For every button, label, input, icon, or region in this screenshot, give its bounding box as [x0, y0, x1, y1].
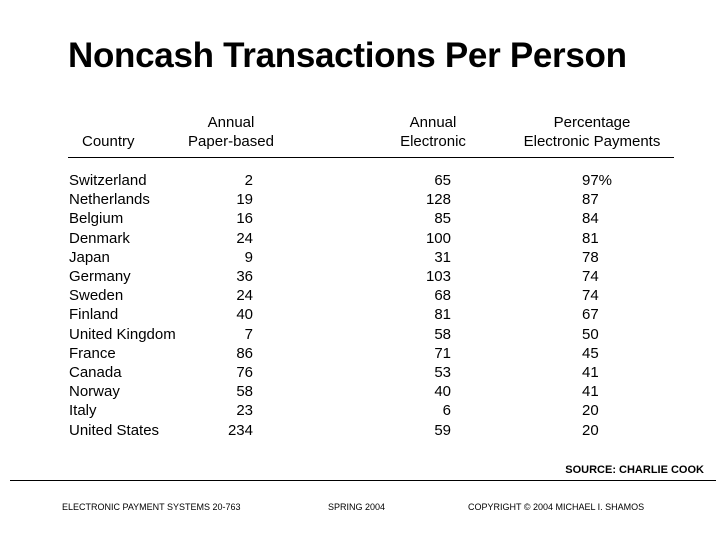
percentage-cell: 74 — [582, 268, 599, 286]
percentage-cell: 45 — [582, 344, 599, 362]
electronic-cell: 68 — [434, 287, 451, 305]
percentage-cell: 87 — [582, 191, 599, 209]
country-cell: Finland — [69, 306, 119, 324]
paper-based-cell: 19 — [236, 191, 253, 209]
footer-copyright: COPYRIGHT © 2004 MICHAEL I. SHAMOS — [468, 502, 645, 512]
percentage-cell: 41 — [582, 364, 599, 382]
country-cell: Sweden — [69, 287, 124, 305]
country-cell: France — [69, 344, 116, 362]
paper-based-cell: 23 — [236, 402, 253, 420]
country-cell: Netherlands — [69, 191, 150, 209]
electronic-cell: 58 — [434, 325, 451, 343]
paper-based-cell: 7 — [244, 325, 253, 343]
percentage-cell: 74 — [582, 287, 599, 305]
header-country — [82, 132, 135, 151]
header-divider — [68, 157, 674, 158]
electronic-cell: 85 — [434, 210, 451, 228]
country-cell: Switzerland — [69, 172, 147, 189]
country-cell: Denmark — [69, 229, 130, 247]
header-percent-line2: Electronic Payments — [523, 133, 661, 150]
paper-based-column — [200, 171, 253, 440]
paper-based-cell: 24 — [236, 287, 253, 305]
electronic-cell: 40 — [434, 383, 451, 401]
country-cell: Canada — [69, 364, 122, 382]
electronic-cell: 31 — [434, 248, 451, 266]
country-cell: Japan — [69, 248, 110, 266]
percentage-cell: 84 — [582, 210, 599, 228]
country-cell: United Kingdom — [69, 325, 176, 343]
paper-based-cell: 36 — [236, 268, 253, 286]
country-cell: Norway — [69, 383, 120, 401]
electronic-cell: 6 — [442, 402, 451, 420]
source-note: SOURCE: CHARLIE COOK — [565, 464, 704, 476]
electronic-cell: 100 — [425, 229, 451, 247]
paper-based-cell: 2 — [244, 172, 253, 189]
footer-term: SPRING 2004 — [328, 502, 386, 512]
percentage-cell: 50 — [582, 325, 599, 343]
country-cell: Italy — [69, 402, 97, 420]
header-paper-based — [172, 113, 290, 151]
header-paper-line2: Paper-based — [188, 133, 274, 150]
paper-based-cell: 24 — [236, 229, 253, 247]
electronic-cell: 65 — [434, 172, 451, 189]
electronic-cell: 53 — [434, 364, 451, 382]
percentage-column — [582, 171, 612, 440]
percentage-cell: 67 — [582, 306, 599, 324]
electronic-column — [400, 171, 451, 440]
header-electronic-line1: Annual — [409, 114, 457, 131]
country-cell: United States — [69, 421, 160, 439]
electronic-cell: 103 — [425, 268, 451, 286]
footer-divider — [10, 480, 716, 481]
percentage-cell: 20 — [582, 402, 599, 420]
electronic-cell: 128 — [425, 191, 451, 209]
country-column — [69, 171, 176, 440]
footer-course: ELECTRONIC PAYMENT SYSTEMS 20-763 — [62, 502, 241, 512]
percentage-cell: 81 — [582, 229, 599, 247]
header-country-label: Country — [82, 133, 135, 150]
percentage-cell: 20 — [582, 421, 599, 439]
paper-based-cell: 86 — [236, 344, 253, 362]
paper-based-cell: 76 — [236, 364, 253, 382]
electronic-cell: 59 — [434, 421, 451, 439]
percentage-cell: 41 — [582, 383, 599, 401]
percentage-cell: 78 — [582, 248, 599, 266]
country-cell: Germany — [69, 268, 131, 286]
header-percent-line1: Percentage — [553, 114, 631, 131]
electronic-cell: 71 — [434, 344, 451, 362]
country-cell: Belgium — [69, 210, 124, 228]
paper-based-cell: 9 — [244, 248, 253, 266]
header-electronic — [380, 113, 486, 151]
electronic-cell: 81 — [434, 306, 451, 324]
header-percentage — [502, 113, 682, 151]
paper-based-cell: 40 — [236, 306, 253, 324]
percentage-cell: 97% — [582, 172, 613, 189]
header-paper-line1: Annual — [207, 114, 255, 131]
slide-title: Noncash Transactions Per Person — [68, 36, 627, 75]
header-electronic-line2: Electronic — [400, 133, 466, 150]
paper-based-cell: 234 — [227, 421, 253, 439]
paper-based-cell: 16 — [236, 210, 253, 228]
paper-based-cell: 58 — [236, 383, 253, 401]
